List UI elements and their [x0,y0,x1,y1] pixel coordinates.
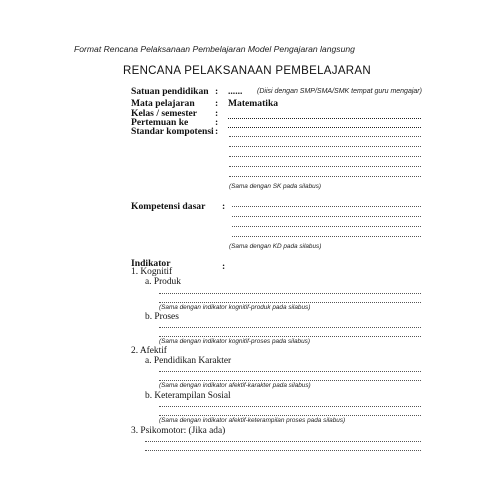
karakter-line-1 [159,371,421,372]
kelas-colon: : [215,108,219,119]
kd-line-4 [232,236,421,237]
karakter-note: (Sama dengan indikator afektif-karakter pada silabus) [159,382,311,389]
psikomotor-heading: 3. Psikomotor: (Jika ada) [131,426,226,436]
satuan-colon: : [215,86,219,97]
kelas-label: Kelas / semester [131,108,198,119]
proses-note: (Sama dengan indikator kognitif-proses pada silabus) [159,338,310,345]
document-title: RENCANA PELAKSANAAN PEMBELAJARAN [123,65,371,77]
sosial-heading: b. Keterampilan Sosial [145,391,231,401]
mapel-colon: : [215,98,219,109]
produk-line-1 [159,293,421,294]
sk-label: Standar kompotensi [131,126,214,137]
satuan-label: Satuan pendidikan [131,86,209,97]
mapel-value: Matematika [228,98,279,109]
kd-colon: : [222,201,226,212]
proses-heading: b. Proses [145,312,179,322]
sk-line-5 [229,176,421,177]
document-header: Format Rencana Pelaksanaan Pembelajaran Model Pengajaran langsung [74,44,355,54]
proses-line-1 [159,327,421,328]
kd-note: (Sama dengan KD pada silabus) [229,243,322,250]
afektif-heading: 2. Afektif [131,346,167,356]
kd-line-3 [232,226,421,227]
pertemuan-fill-line [228,127,421,128]
kd-line-1 [232,206,421,207]
pertemuan-label: Pertemuan ke [131,117,189,128]
sk-line-2 [229,146,421,147]
karakter-line-2 [159,380,421,381]
kognitif-heading: 1. Kognitif [131,267,173,277]
karakter-heading: a. Pendidikan Karakter [145,356,232,366]
mapel-label: Mata pelajaran [131,98,195,109]
produk-note: (Sama dengan indikator kognitif-produk pada silabus) [159,304,311,311]
sk-line-1 [229,136,421,137]
psikomotor-line-2 [145,450,421,451]
kd-label: Kompetensi dasar [131,201,206,212]
produk-line-2 [159,302,421,303]
sosial-note: (Sama dengan indikator afektif-keterampilan proses pada silabus) [159,417,346,424]
indikator-colon: : [222,261,226,272]
kd-line-2 [232,216,421,217]
sosial-line-2 [159,415,421,416]
sk-line-3 [229,156,421,157]
pertemuan-colon: : [215,117,219,128]
satuan-note: (Diisi dengan SMP/SMA/SMK tempat guru mengajar) [257,88,422,95]
produk-heading: a. Produk [145,277,181,287]
sosial-line-1 [159,406,421,407]
sk-line-4 [229,166,421,167]
sk-colon: : [215,126,219,137]
sk-note: (Sama dengan SK pada silabus) [229,183,322,190]
kelas-fill-line [228,118,421,119]
psikomotor-line-1 [145,441,421,442]
satuan-value: ...... [228,86,243,97]
indikator-label: Indikator [131,258,171,269]
proses-line-2 [159,336,421,337]
